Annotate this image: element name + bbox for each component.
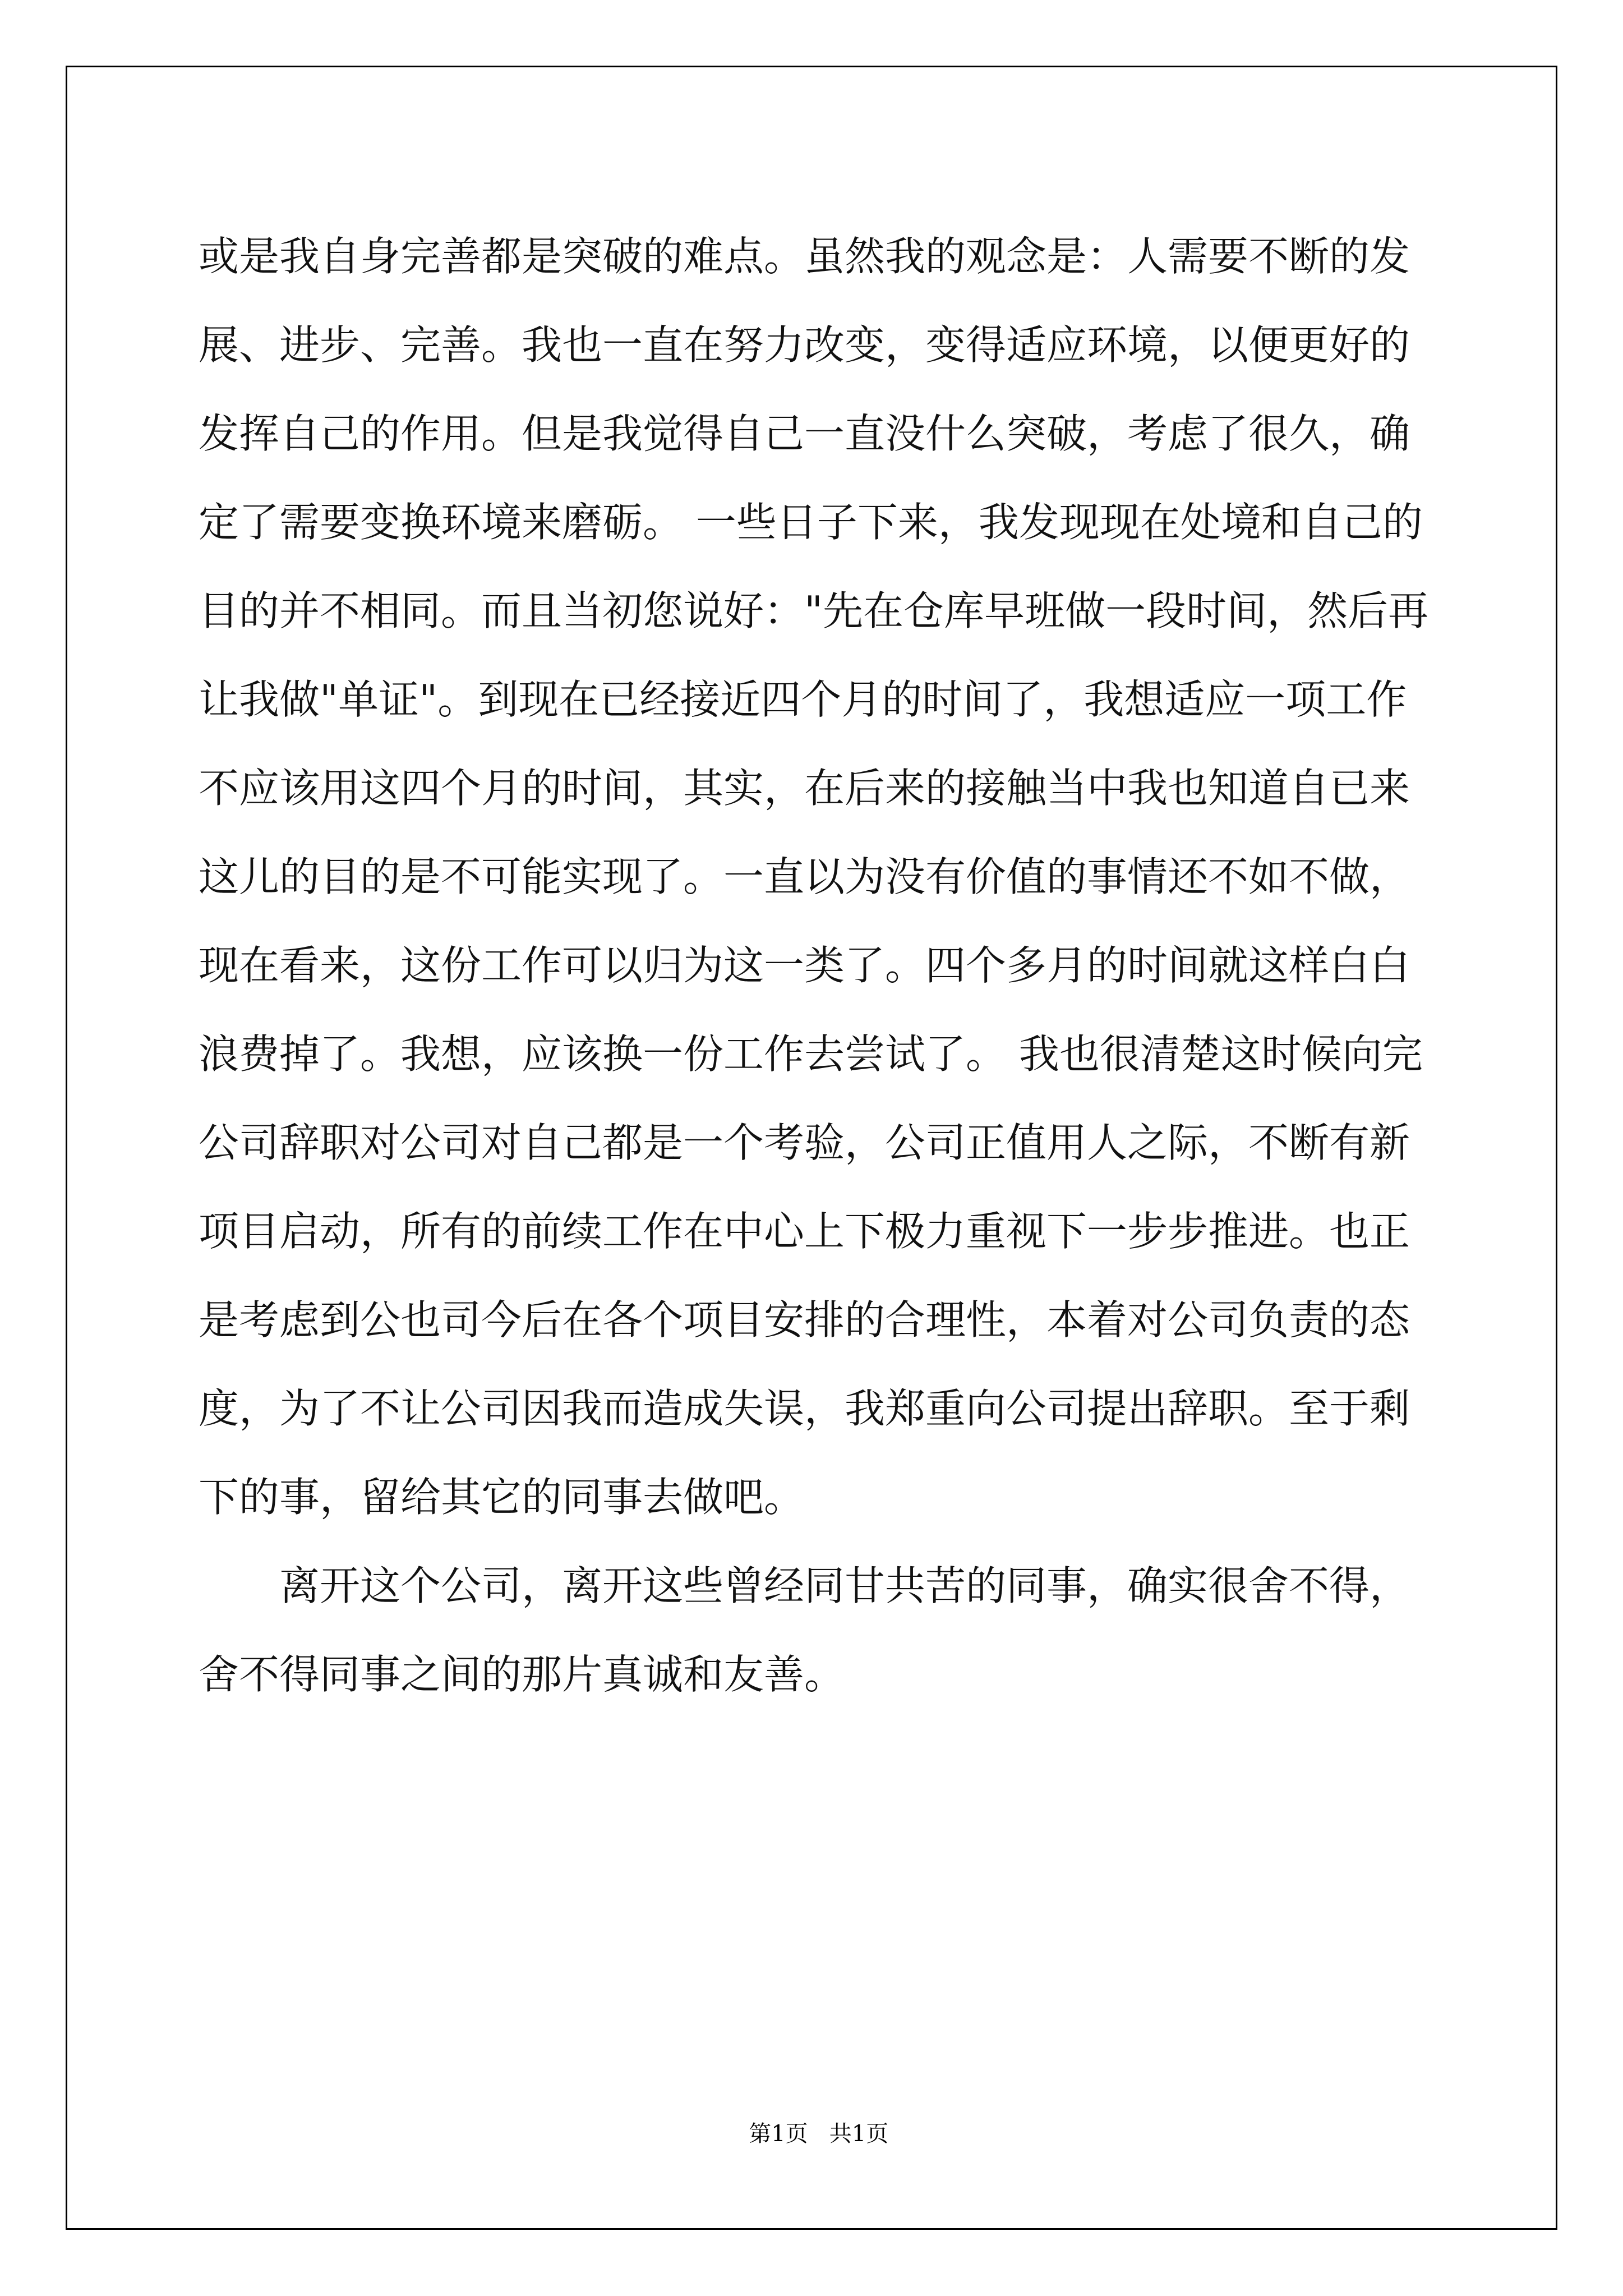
text-line: 或是我自身完善都是突破的难点。虽然我的观念是：人需要不断的发	[199, 233, 1410, 280]
text-line: 项目启动，所有的前续工作在中心上下极力重视下一步步推进。也正	[199, 1208, 1410, 1255]
paragraph-1	[199, 212, 1427, 1542]
page-footer	[0, 2090, 1623, 2148]
page-number-label: 第1页 共1页	[749, 2121, 889, 2147]
text-line: 离开这个公司，离开这些曾经同甘共苦的同事，确实很舍不得，	[199, 1562, 1410, 1609]
text-line: 是考虑到公也司今后在各个项目安排的合理性，本着对公司负责的态	[199, 1296, 1410, 1343]
text-line: 发挥自己的作用。但是我觉得自己一直没什么突破，考虑了很久，确	[199, 410, 1410, 457]
text-line: 这儿的目的是不可能实现了。一直以为没有价值的事情还不如不做，	[199, 853, 1410, 900]
document-body	[199, 212, 1427, 1719]
text-line: 公司辞职对公司对自己都是一个考验，公司正值用人之际，不断有新	[199, 1119, 1410, 1166]
text-line: 目的并不相同。而且当初您说好："先在仓库早班做一段时间，然后再	[199, 587, 1429, 634]
text-line: 定了需要变换环境来磨砺。 一些日子下来，我发现现在处境和自己的	[199, 499, 1423, 546]
paragraph-2	[199, 1542, 1427, 1719]
text-line: 度，为了不让公司因我而造成失误，我郑重向公司提出辞职。至于剩	[199, 1385, 1410, 1432]
text-line: 浪费掉了。我想，应该换一份工作去尝试了。 我也很清楚这时候向完	[199, 1030, 1423, 1078]
text-line: 不应该用这四个月的时间，其实，在后来的接触当中我也知道自已来	[199, 765, 1410, 812]
text-line: 现在看来，这份工作可以归为这一类了。四个多月的时间就这样白白	[199, 942, 1410, 989]
text-line: 下的事，留给其它的同事去做吧。	[199, 1474, 805, 1521]
text-line: 展、进步、完善。我也一直在努力改变，变得适应环境，以便更好的	[199, 321, 1410, 369]
text-line: 舍不得同事之间的那片真诚和友善。	[199, 1651, 845, 1698]
text-line: 让我做"单证"。到现在已经接近四个月的时间了，我想适应一项工作	[199, 676, 1407, 723]
